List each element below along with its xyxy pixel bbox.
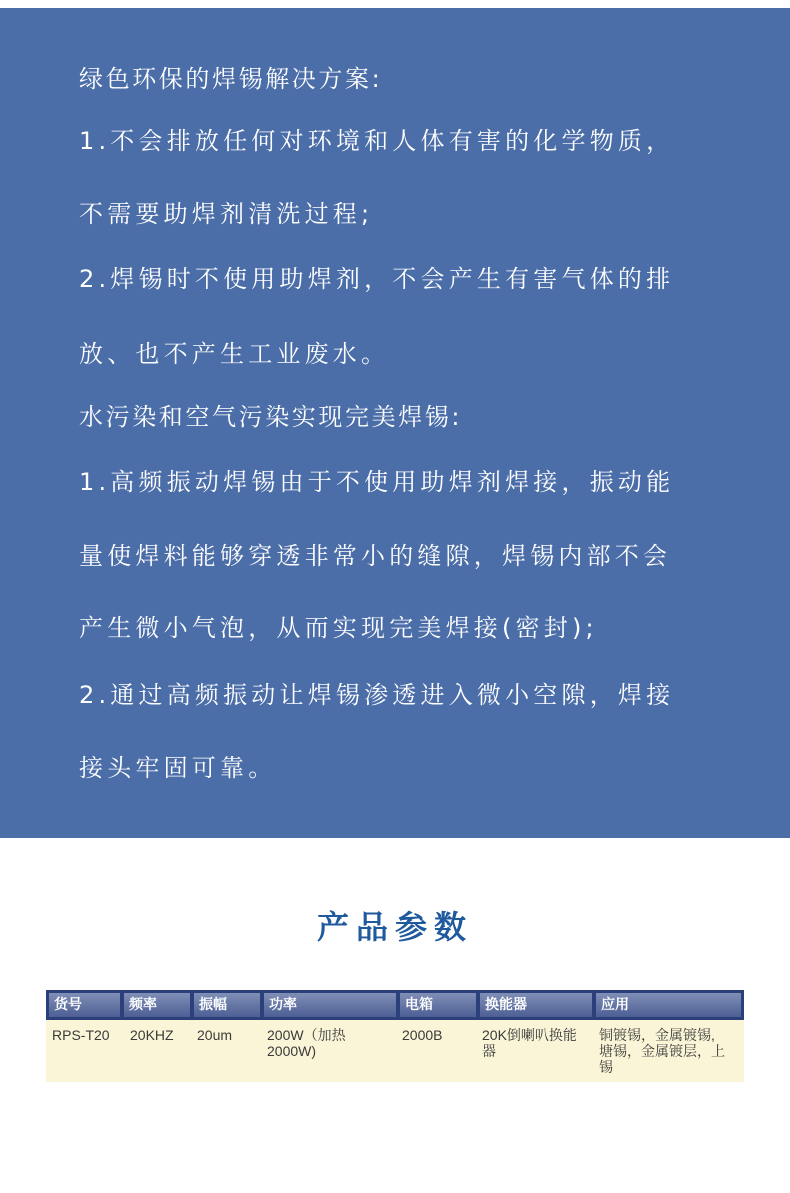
intro-line: 放、也不产生工业废水。	[79, 340, 390, 368]
table-header-row	[46, 990, 744, 1020]
cell-transducer: 20K倒喇叭换能 器	[482, 1027, 577, 1059]
intro-line: 产生微小气泡，从而实现完美焊接(密封);	[79, 614, 598, 642]
heading-green-solution: 绿色环保的焊锡解决方案:	[79, 65, 383, 93]
intro-line: 量使焊料能够穿透非常小的缝隙，焊锡内部不会	[79, 542, 672, 570]
cell-power: 200W（加热 2000W)	[267, 1027, 346, 1059]
header-cell-sku: 货号	[49, 993, 120, 1017]
intro-line: 2.通过高频振动让焊锡渗透进入微小空隙，焊接	[79, 681, 675, 709]
intro-line: 2.焊锡时不使用助焊剂，不会产生有害气体的排	[79, 265, 675, 293]
cell-frequency: 20KHZ	[130, 1027, 174, 1043]
header-cell-power: 功率	[264, 993, 396, 1017]
header-cell-generator: 电箱	[400, 993, 476, 1017]
heading-perfect-soldering: 水污染和空气污染实现完美焊锡:	[79, 403, 463, 431]
intro-line: 接头牢固可靠。	[79, 754, 277, 782]
intro-line: 1.不会排放任何对环境和人体有害的化学物质，	[79, 127, 675, 155]
header-cell-amplitude: 振幅	[194, 993, 260, 1017]
header-cell-application: 应用	[596, 993, 741, 1017]
cell-amplitude: 20um	[197, 1027, 233, 1043]
intro-line: 1.高频振动焊锡由于不使用助焊剂焊接，振动能	[79, 468, 675, 496]
cell-application: 铜镀锡，金属镀锡, 塘锡，金属镀层，上 锡	[599, 1027, 725, 1075]
header-cell-transducer: 换能器	[480, 993, 592, 1017]
intro-panel	[0, 8, 790, 838]
header-cell-frequency: 频率	[124, 993, 190, 1017]
cell-generator: 2000B	[402, 1027, 443, 1043]
section-title: 产品参数	[316, 908, 473, 946]
cell-sku: RPS-T20	[52, 1027, 110, 1043]
intro-line: 不需要助焊剂清洗过程;	[79, 200, 374, 228]
spec-table	[46, 990, 744, 1082]
